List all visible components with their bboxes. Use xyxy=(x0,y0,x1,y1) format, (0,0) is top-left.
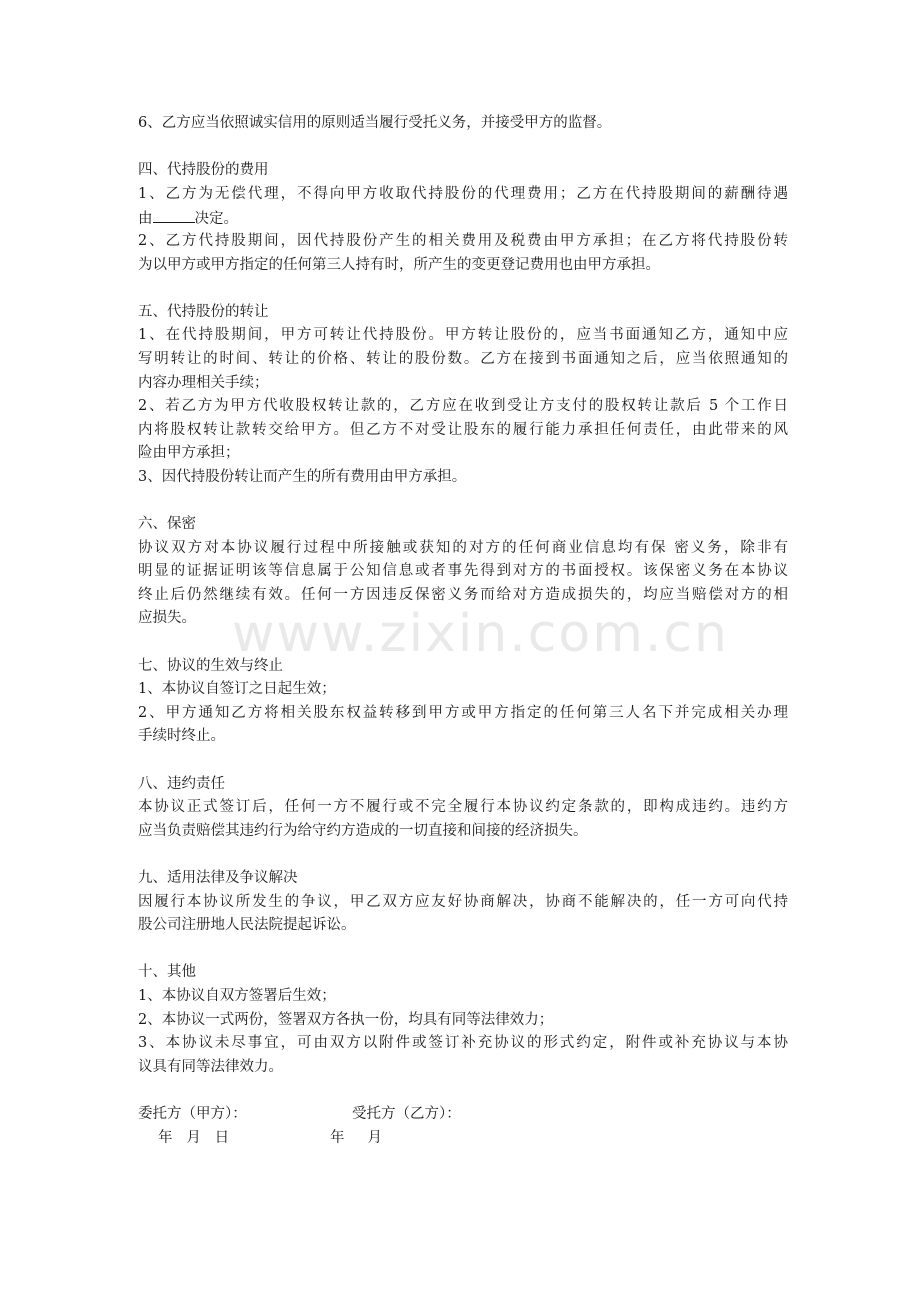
section-4-p1-line2: 由 决定。 xyxy=(138,206,788,230)
section-10-p2-line1: 2、本协议一式两份，签署双方各执一份，均具有同等法律效力； xyxy=(138,1011,554,1028)
watermark-text: www.zixin.com.cn xyxy=(232,604,729,664)
section-5-p3-line1: 3、因代持股份转让而产生的所有费用由甲方承担。 xyxy=(138,468,467,485)
section-10-title: 十、其他 xyxy=(138,964,196,981)
party-a-label: 委托方（甲方）： xyxy=(138,1105,247,1122)
section-8-line1: 本协议正式签订后，任何一方不履行或不完全履行本协议约定条款的，即构成违约。违约方 xyxy=(138,799,788,816)
section-7-p2-line2: 手续时终止。 xyxy=(138,728,225,745)
section-7-title: 七、协议的生效与终止 xyxy=(138,657,283,674)
section-8-line2: 应当负责赔偿其违约行为给守约方造成的一切直接和间接的经济损失。 xyxy=(138,822,588,839)
section-6-title: 六、保密 xyxy=(138,516,196,533)
section-5-p1-line1: 1、在代持股期间，甲方可转让代持股份。甲方转让股份的，应当书面通知乙方，通知中应 xyxy=(138,327,788,344)
section-6-line4: 应损失。 xyxy=(138,610,196,627)
section-4-p2-line1: 2、乙方代持股期间，因代持股份产生的相关费用及税费由甲方承担；在乙方将代持股份转 xyxy=(138,232,788,249)
signature-row xyxy=(138,1103,788,1127)
section-4-p2-line2: 为以甲方或甲方指定的任何第三人持有时，所产生的变更登记费用也由甲方承担。 xyxy=(138,256,660,273)
section-6-line1: 协议双方对本协议履行过程中所接触或获知的对方的任何商业信息均有保 密义务，除非有 xyxy=(138,539,788,556)
party-a-date: 年 月 日 xyxy=(158,1129,230,1146)
section-7-p1-line1: 1、本协议自签订之日起生效； xyxy=(138,681,336,698)
section-9-line2: 股公司注册地人民法院提起诉讼。 xyxy=(138,917,356,934)
section-7-p2-line1: 2、甲方通知乙方将相关股东权益转移到甲方或甲方指定的任何第三人名下并完成相关办理 xyxy=(138,704,788,721)
section-4-title: 四、代持股份的费用 xyxy=(138,162,269,179)
party-b-label: 受托方（乙方）： xyxy=(352,1105,461,1122)
document-body xyxy=(138,112,788,1150)
section-5-p1-line3: 内容办理相关手续； xyxy=(138,374,269,391)
section-5-p1-line2: 写明转让的时间、转让的价格、转让的股份数。乙方在接到书面通知之后，应当依照通知的 xyxy=(138,350,788,367)
section-10-p3-line2: 议具有同等法律效力。 xyxy=(138,1058,283,1075)
section-6-line3: 终止后仍然继续有效。任何一方因违反保密义务而给对方造成损失的，均应当赔偿对方的相 xyxy=(138,586,788,603)
section-10-p3-line1: 3、本协议未尽事宜，可由双方以附件或签订补充协议的形式约定，附件或补充协议与本协 xyxy=(138,1035,788,1052)
section-8-title: 八、违约责任 xyxy=(138,775,225,792)
section-5-p2-line2: 内将股权转让款转交给甲方。但乙方不对受让股东的履行能力承担任何责任，由此带来的风 xyxy=(138,421,788,438)
section-5-p2-line1: 2、若乙方为甲方代收股权转让款的，乙方应在收到受让方支付的股权转让款后 5 个工作日 xyxy=(138,398,788,415)
clause-6: 6、乙方应当依照诚实信用的原则适当履行受托义务，并接受甲方的监督。 xyxy=(138,115,612,131)
date-row xyxy=(138,1127,788,1151)
section-5-p2-line3: 险由甲方承担； xyxy=(138,445,240,462)
section-9-line1: 因履行本协议所发生的争议，甲乙双方应友好协商解决，协商不能解决的，任一方可向代持 xyxy=(138,893,788,910)
section-5-title: 五、代持股份的转让 xyxy=(138,303,269,320)
party-b-date: 年 月 xyxy=(330,1129,383,1146)
fill-in-blank xyxy=(153,206,195,223)
section-10-p1-line1: 1、本协议自双方签署后生效； xyxy=(138,987,336,1004)
section-4-p1-line1: 1、乙方为无偿代理，不得向甲方收取代持股份的代理费用；乙方在代持股期间的薪酬待遇 xyxy=(138,185,788,202)
section-6-line2: 明显的证据证明该等信息属于公知信息或者事先得到对方的书面授权。该保密义务在本协议 xyxy=(138,563,788,580)
section-9-title: 九、适用法律及争议解决 xyxy=(138,870,298,886)
